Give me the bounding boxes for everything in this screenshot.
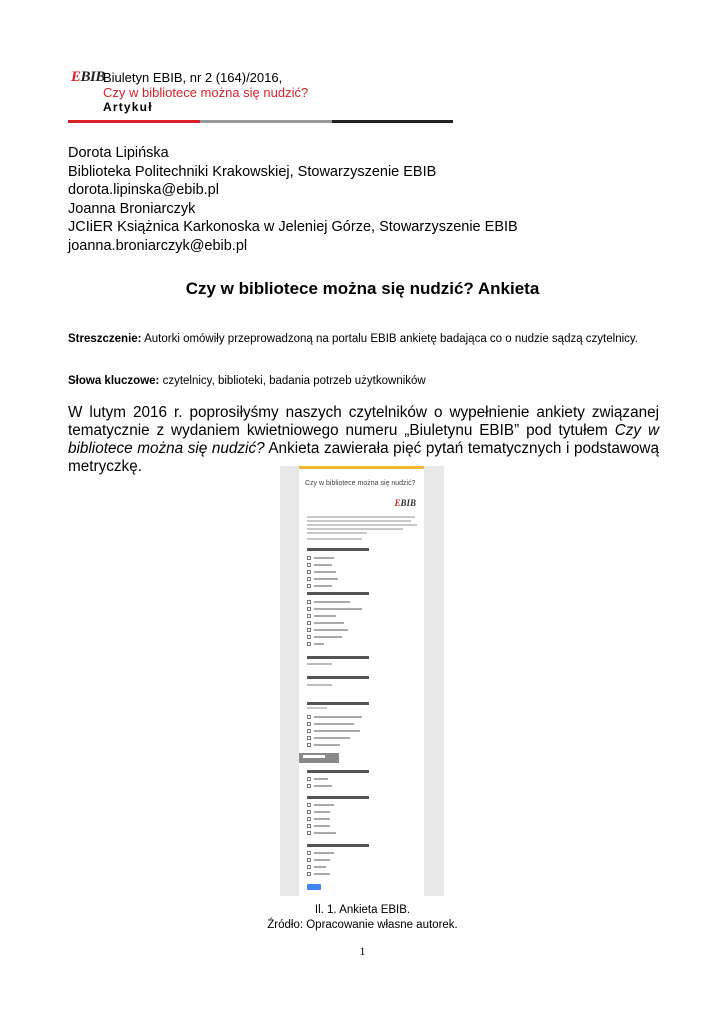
checkbox-mini	[307, 635, 311, 639]
author-name: Dorota Lipińska	[68, 145, 169, 161]
logo-rest: BIB	[80, 69, 105, 85]
option-line	[314, 730, 360, 732]
question-label	[307, 844, 369, 847]
option-line	[314, 615, 336, 617]
ebib-logo	[71, 69, 105, 86]
form-ebib-logo: EBIB	[394, 498, 416, 508]
figure-caption: Il. 1. Ankieta EBIB.	[314, 904, 411, 916]
header-bar-grey	[200, 120, 332, 123]
option-line	[314, 578, 338, 580]
checkbox-mini	[307, 715, 311, 719]
question-label	[307, 702, 369, 705]
answer-line	[307, 663, 332, 665]
question-label	[307, 592, 369, 595]
keywords-label: Słowa kluczowe:	[68, 375, 160, 387]
checkbox-mini	[307, 810, 311, 814]
option-line	[314, 622, 344, 624]
option-line	[314, 601, 350, 603]
article-title: Czy w bibliotece można się nudzić? Ankieta	[185, 279, 540, 298]
author-name: Joanna Broniarczyk	[68, 200, 196, 217]
header-bar-black	[332, 120, 453, 123]
option-line	[314, 811, 330, 813]
option-line	[314, 832, 336, 834]
checkbox-mini	[307, 858, 311, 862]
para-text-1: W lutym 2016 r. poprosiłyśmy naszych czytelników o wypełnienie ankiety związanej tematycznie z wydaniem kwietniowego numeru „Biuletynu EBIB” pod tytułem	[68, 404, 659, 439]
question-label	[307, 656, 369, 659]
checkbox-mini	[307, 824, 311, 828]
option-line	[314, 873, 330, 875]
option-line	[314, 744, 340, 746]
form-section-header	[299, 753, 339, 763]
page-number: 1	[359, 946, 366, 958]
option-line	[314, 859, 330, 861]
option-line	[314, 818, 330, 820]
checkbox-mini	[307, 556, 311, 560]
option-line	[314, 629, 348, 631]
question-label	[307, 796, 369, 799]
checkbox-mini	[307, 577, 311, 581]
option-line	[314, 778, 328, 780]
question-label	[307, 548, 369, 551]
option-line	[314, 571, 336, 573]
intro-text-line	[307, 516, 415, 518]
section-label: Artykuł	[103, 100, 153, 114]
journal-issue: Biuletyn EBIB, nr 2 (164)/2016,	[103, 70, 283, 85]
intro-text-line	[307, 528, 403, 530]
option-line	[314, 785, 332, 787]
checkbox-mini	[307, 584, 311, 588]
option-line	[314, 636, 342, 638]
checkbox-mini	[307, 865, 311, 869]
logo-e: E	[71, 69, 81, 85]
header-bar-red	[68, 120, 200, 123]
abstract-label: Streszczenie:	[68, 333, 142, 345]
intro-text-line	[307, 532, 367, 534]
checkbox-mini	[307, 831, 311, 835]
checkbox-mini	[307, 570, 311, 574]
checkbox-mini	[307, 817, 311, 821]
option-line	[314, 585, 332, 587]
keywords-text: czytelnicy, biblioteki, badania potrzeb użytkowników	[159, 375, 426, 387]
form-card	[299, 466, 424, 896]
checkbox-mini	[307, 729, 311, 733]
author-block	[68, 144, 518, 256]
author-affiliation: Biblioteka Politechniki Krakowskiej, Stowarzyszenie EBIB	[68, 163, 437, 180]
checkbox-mini	[307, 600, 311, 604]
option-line	[314, 716, 362, 718]
option-line	[314, 723, 354, 725]
checkbox-mini	[307, 784, 311, 788]
answer-line	[307, 684, 332, 686]
option-line	[314, 866, 326, 868]
checkbox-mini	[307, 743, 311, 747]
checkbox-mini	[307, 872, 311, 876]
issue-title: Czy w bibliotece można się nudzić?	[103, 85, 309, 100]
option-line	[314, 564, 332, 566]
survey-form-screenshot	[280, 466, 444, 896]
intro-text-line	[307, 538, 362, 540]
checkbox-mini	[307, 614, 311, 618]
intro-text-line	[307, 520, 411, 522]
checkbox-mini	[307, 621, 311, 625]
question-label	[307, 770, 369, 773]
checkbox-mini	[307, 563, 311, 567]
checkbox-mini	[307, 607, 311, 611]
checkbox-mini	[307, 736, 311, 740]
option-line	[314, 804, 334, 806]
author-affiliation: JCIiER Książnica Karkonoska w Jeleniej Górze, Stowarzyszenie EBIB	[68, 219, 518, 236]
checkbox-mini	[307, 777, 311, 781]
checkbox-mini	[307, 628, 311, 632]
form-title: Czy w bibliotece można się nudzić?	[305, 480, 416, 487]
figure-source: Źródło: Opracowanie własne autorek.	[267, 919, 458, 931]
author-email: joanna.broniarczyk@ebib.pl	[68, 237, 248, 254]
author-email: dorota.lipinska@ebib.pl	[68, 182, 219, 199]
option-line	[314, 608, 362, 610]
keywords	[68, 374, 658, 389]
intro-text-line	[307, 524, 417, 526]
option-line	[314, 852, 334, 854]
checkbox-mini	[307, 803, 311, 807]
para-text-2: Ankieta zawierała pięć pytań tematycznych i podstawową metryczkę.	[68, 440, 659, 475]
abstract-text: Autorki omówiły przeprowadzoną na portalu EBIB ankietę badająca co o nudzie sądzą czytelnicy.	[141, 333, 638, 345]
checkbox-mini	[307, 642, 311, 646]
checkbox-mini	[307, 722, 311, 726]
form-submit-button	[307, 884, 321, 890]
abstract	[68, 331, 658, 347]
form-accent-bar	[299, 466, 424, 469]
question-label	[307, 676, 369, 679]
checkbox-mini	[307, 851, 311, 855]
para-italic-title: Czy w bibliotece można się nudzić?	[68, 422, 659, 457]
question-label-cont	[307, 707, 327, 709]
option-line	[314, 557, 334, 559]
option-line	[314, 643, 324, 645]
option-line	[314, 737, 350, 739]
option-line	[314, 825, 330, 827]
